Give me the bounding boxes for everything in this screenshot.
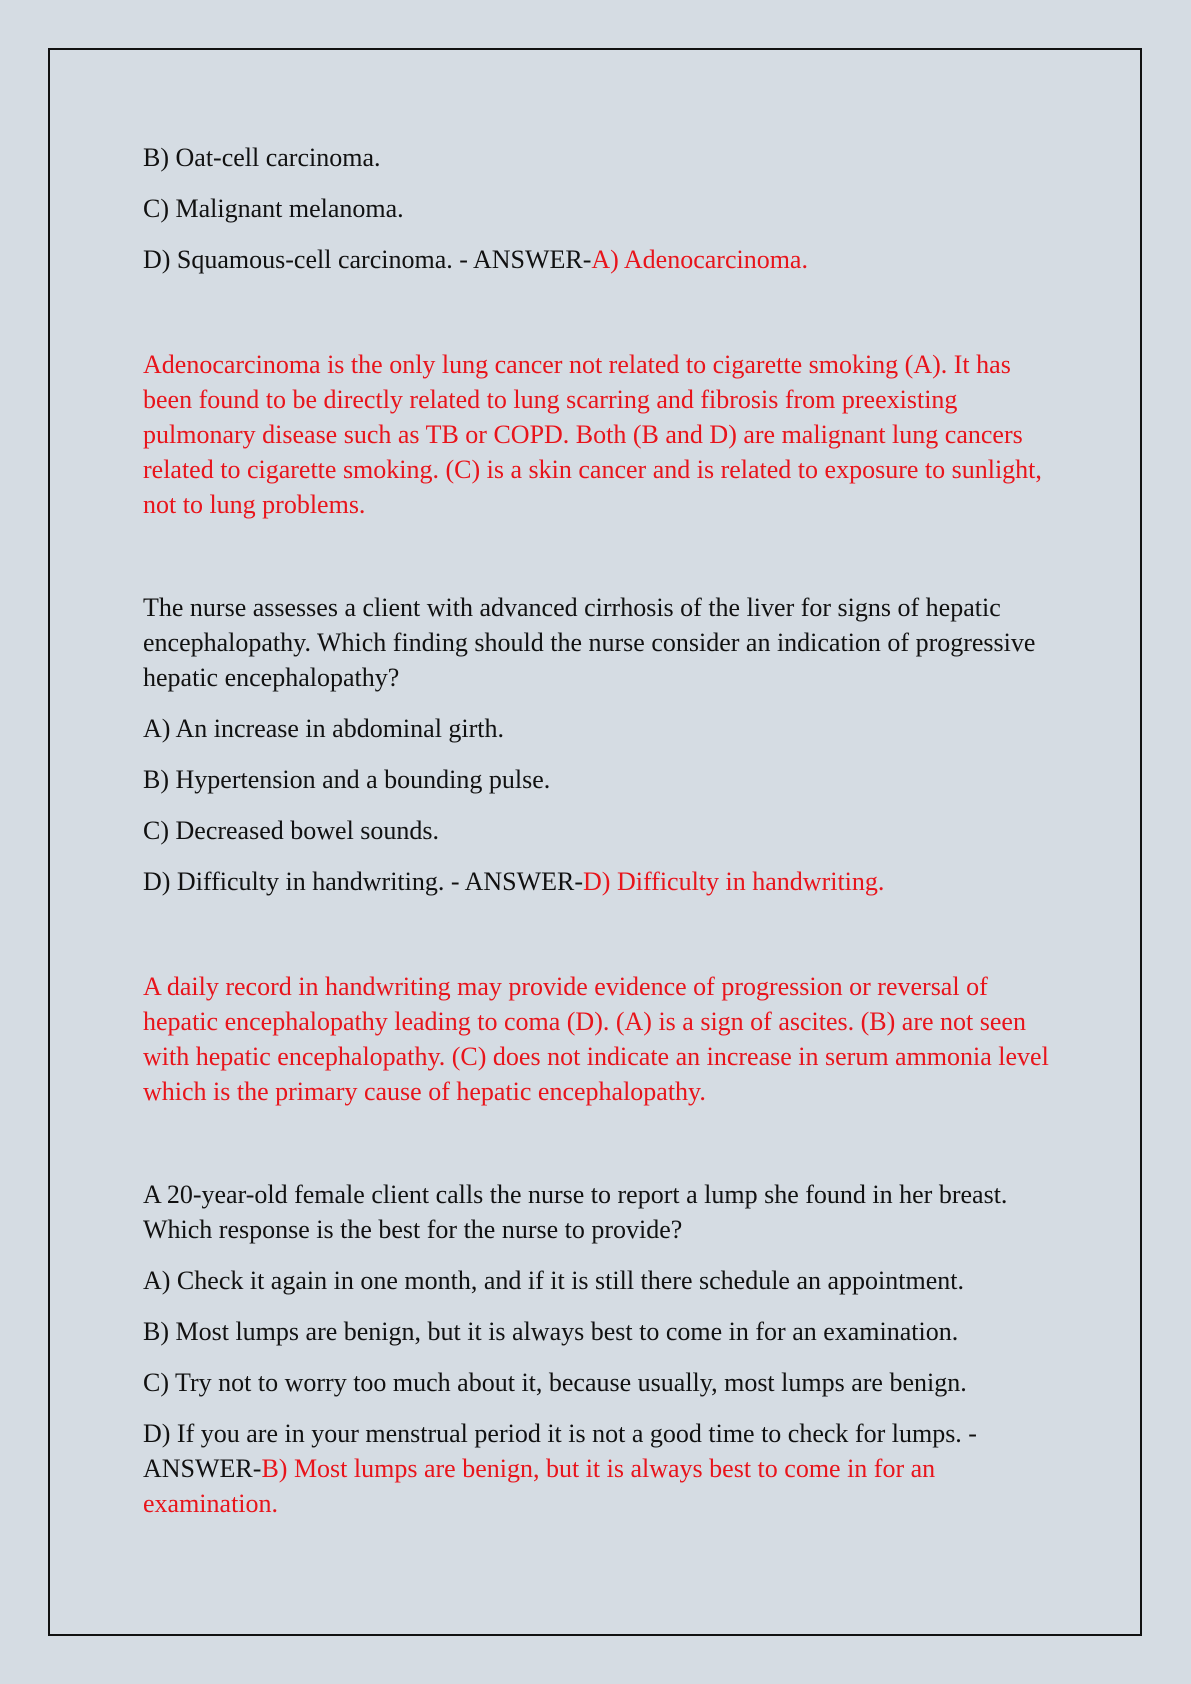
option-d: D) Difficulty in handwriting. - ANSWER- [143, 867, 584, 896]
option-a: A) Check it again in one month, and if it is still there schedule an appointment. [143, 1266, 964, 1295]
option-b: B) Most lumps are benign, but it is always best to come in for an examination. [143, 1317, 959, 1346]
option-d-with-answer [143, 864, 1063, 899]
question-text: The nurse assesses a client with advanced cirrhosis of the liver for signs of hepatic encephalopathy. Which finding should the nurse consider an indication of progressive hepatic encephalopathy? [143, 593, 1036, 692]
option-c: C) Malignant melanoma. [143, 194, 404, 223]
document-content [143, 140, 1063, 1521]
option-c: C) Try not to worry too much about it, because usually, most lumps are benign. [143, 1368, 967, 1397]
question-text: A 20-year-old female client calls the nurse to report a lump she found in her breast. Which response is the best for the nurse to provide? [143, 1180, 1008, 1244]
answer-text: D) Difficulty in handwriting. [583, 867, 885, 896]
option-b: B) Oat-cell carcinoma. [143, 143, 381, 172]
option-a: A) An increase in abdominal girth. [143, 714, 505, 743]
option-d: D) If you are in your menstrual period it is not a good time to check for lumps. - ANSWER- [143, 1419, 977, 1483]
answer-text: B) Most lumps are benign, but it is always best to come in for an examination. [143, 1454, 936, 1518]
option-c: C) Decreased bowel sounds. [143, 816, 440, 845]
explanation: Adenocarcinoma is the only lung cancer not related to cigarette smoking (A). It has been found to be directly related to lung scarring and fibrosis from preexisting pulmonary disease such as TB or COPD. Both (B and D) are malignant lung cancers related to cigarette smoking. (C) is a skin cancer and is related to exposure to sunlight, not to lung problems. [143, 350, 1042, 519]
option-d: D) Squamous-cell carcinoma. - ANSWER- [143, 245, 592, 274]
answer-text: A) Adenocarcinoma. [591, 245, 808, 274]
option-b: B) Hypertension and a bounding pulse. [143, 765, 551, 794]
option-d-with-answer [143, 242, 1063, 277]
option-d-with-answer [143, 1416, 1063, 1521]
explanation: A daily record in handwriting may provide evidence of progression or reversal of hepatic encephalopathy leading to coma (D). (A) is a sign of ascites. (B) are not seen with hepatic encephalopathy. (C) does not indicate an increase in serum ammonia level which is the primary cause of hepatic encephalopathy. [143, 972, 1049, 1106]
